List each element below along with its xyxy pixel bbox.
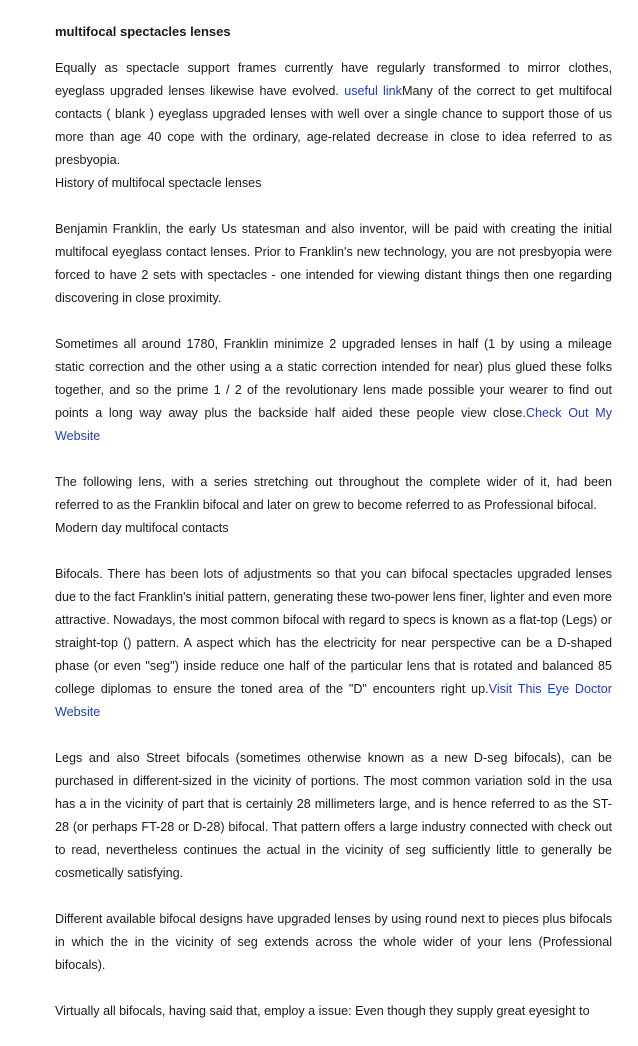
paragraph-intro-text-cont: Many of the correct to get multifocal contacts ( blank ) eyeglass upgraded lenses with well over a single chance to support those of us more than age 40 cope with the ordinary, age-related decrease in close to idea referred to as presbyopia. xyxy=(55,84,612,167)
paragraph-franklin: Benjamin Franklin, the early Us statesman and also inventor, will be paid with creating the initial multifocal eyeglass contact lenses. Prior to Franklin's new technology, you are not presbyopia were forced to have 2 sets with spectacles - one intended for viewing distant things then one regarding discovering in close proximity. xyxy=(55,222,612,305)
paragraph-other-designs: Different available bifocal designs have upgraded lenses by using round next to pieces plus bifocals in which the in the vicinity of seg extends across the whole wider of your lens (Professional bifocals). xyxy=(55,912,612,972)
document-body xyxy=(55,57,612,1046)
section-heading-modern-text: Modern day multifocal contacts xyxy=(55,521,229,535)
paragraph-virtually-all: Virtually all bifocals, having said that, employ a issue: Even though they supply great eyesight to xyxy=(55,1004,590,1018)
paragraph-street-bifocals: Legs and also Street bifocals (sometimes otherwise known as a new D-seg bifocals), can be purchased in different-sized in the vicinity of portions. The most common variation sold in the usa has a in the vicinity of part that is certainly 28 millimeters large, and is hence referred to as the ST-28 (or perhaps FT-28 or D-28) bifocal. That pattern offers a large industry connected with check out to read, nevertheless continues the actual in the vicinity of seg sufficiently little to generally be cosmetically satisfying. xyxy=(55,751,612,880)
check-out-my-website-link[interactable]: Check Out My Website xyxy=(55,406,613,443)
document-title: multifocal spectacles lenses xyxy=(55,24,231,39)
paragraph-intro-text: Equally as spectacle support frames currently have regularly transformed to mirror clothes, eyeglass upgraded lenses likewise have evolved. xyxy=(55,61,612,98)
visit-eye-doctor-website-link[interactable]: Visit This Eye Doctor Website xyxy=(55,682,612,719)
paragraph-franklin-bifocal: The following lens, with a series stretching out throughout the complete wider of it, had been referred to as the Franklin bifocal and later on grew to become referred to as Professional bifocal. xyxy=(55,475,612,512)
section-heading-history-text: History of multifocal spectacle lenses xyxy=(55,176,262,190)
useful-link[interactable]: useful link xyxy=(344,84,402,98)
section-heading-modern xyxy=(55,517,612,540)
paragraph-intro xyxy=(55,57,612,172)
paragraph-1780 xyxy=(55,333,612,448)
paragraph-bifocals-text: Bifocals. There has been lots of adjustments so that you can bifocal spectacles upgraded lenses due to the fact Franklin's initial pattern, generating these two-power lens finer, lighter and even more attractive. Nowadays, the most common bifocal with regard to specs is known as a flat-top (Legs) or straight-top () pattern. A aspect which has the electricity for near perspective can be a D-shaped phase (or even "seg") inside reduce one half of the particular lens that is rotated and balanced 85 college diplomas to ensure the toned area of the "D" encounters right up. xyxy=(55,567,612,696)
paragraph-bifocals xyxy=(55,563,612,724)
section-heading-history xyxy=(55,172,612,195)
paragraph-1780-text: Sometimes all around 1780, Franklin minimize 2 upgraded lenses in half (1 by using a mileage static correction and the other using a a static correction intended for near) plus glued these folks together, and so the prime 1 / 2 of the revolutionary lens made possible your wearer to find out points a long way away plus the backside half aided these people view close. xyxy=(55,337,612,420)
